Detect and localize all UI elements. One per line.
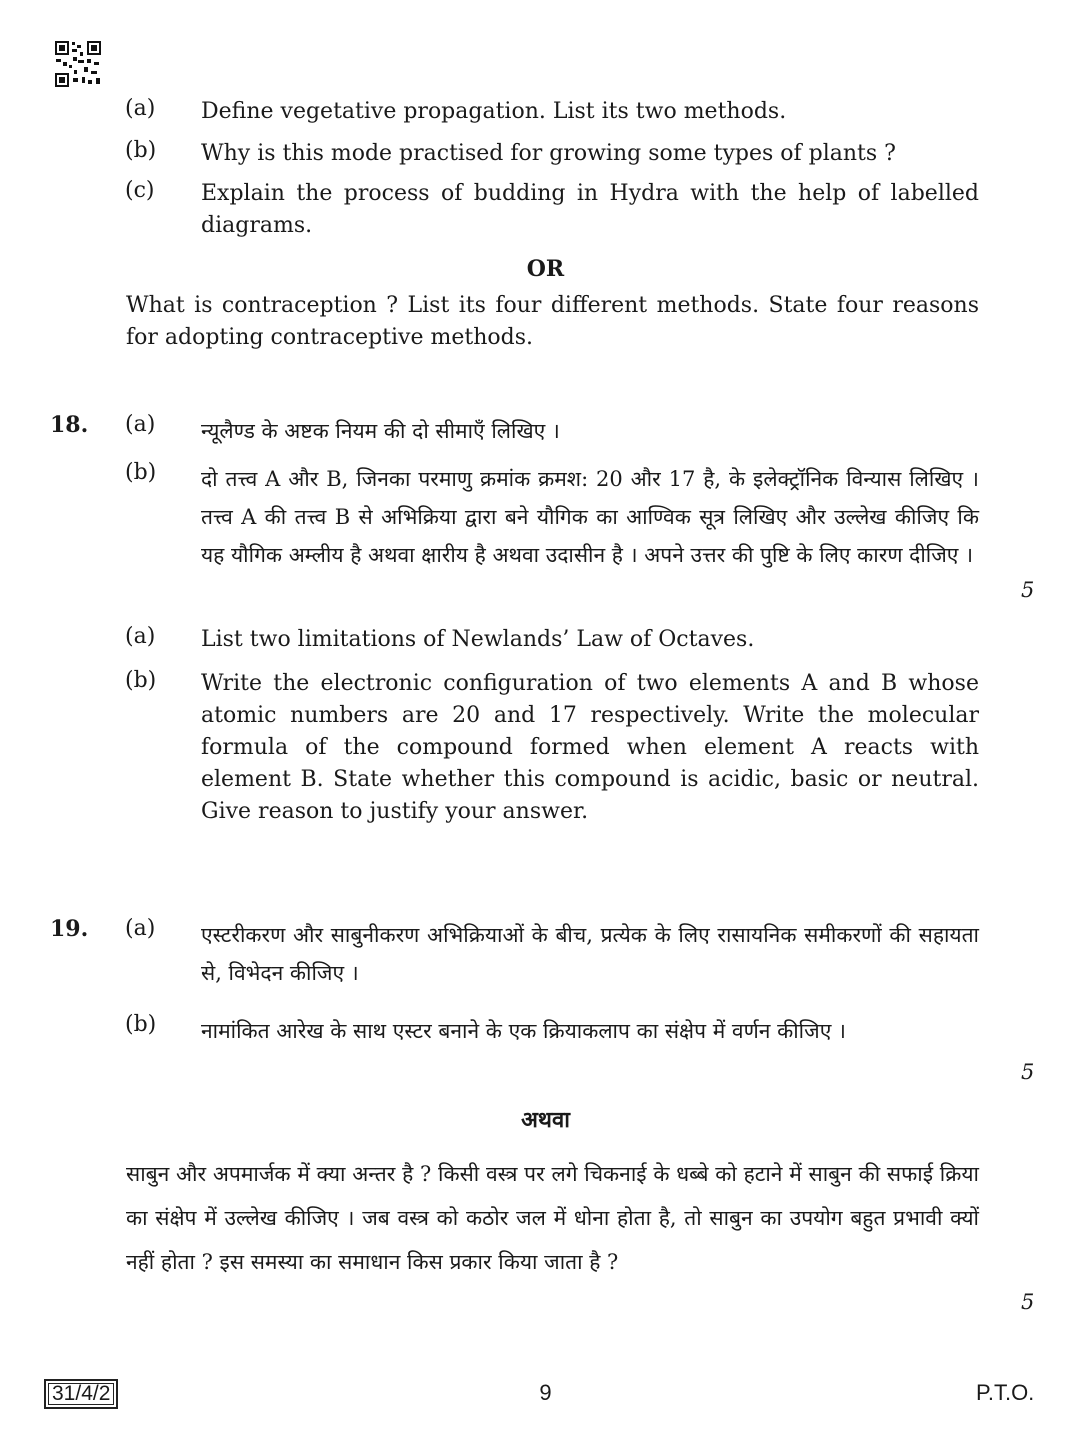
item-text: दो तत्त्व A और B, जिनका परमाणु क्रमांक क्रमश: 20 और 17 है, के इलेक्ट्रॉनिक विन्यास लिखिए । तत्त्व A की तत्त्व B से अभिक्रिया द्वारा बने यौगिक का आण्विक सूत्र लिखिए और उल्लेख कीजिए कि यह यौगिक अम्लीय है अथवा क्षारीय है अथवा उदासीन है । अपने उत्तर की पुष्टि के लिए कारण दीजिए ।	[201, 467, 979, 567]
pto-label: P.T.O.	[976, 1380, 1035, 1405]
question-number: 18.	[50, 412, 89, 438]
item-label: (a)	[125, 916, 156, 941]
marks: 5	[1021, 578, 1035, 602]
q19-or-text: साबुन और अपमार्जक में क्या अन्तर है ? किसी वस्त्र पर लगे चिकनाई के धब्बे को हटाने में साबुन की सफाई क्रिया का संक्षेप में उल्लेख कीजिए । जब वस्त्र को कठोर जल में धोना होता है, तो साबुन का उपयोग बहुत प्रभावी क्यों नहीं होता ? इस समस्या का समाधान किस प्रकार किया जाता है ?	[126, 1162, 979, 1274]
item-text: List two limitations of Newlands’ Law of Octaves.	[201, 627, 755, 652]
qr-code-icon	[54, 40, 102, 88]
question-number: 19.	[50, 916, 89, 942]
item-label: (c)	[125, 178, 155, 203]
item-label: (a)	[125, 624, 156, 649]
item-label: (b)	[125, 1012, 157, 1037]
page-number: 9	[539, 1380, 552, 1405]
item-label: (b)	[125, 138, 157, 163]
marks: 5	[1021, 1060, 1035, 1084]
item-text: Explain the process of budding in Hydra with the help of labelled diagrams.	[201, 181, 979, 238]
q17-or-text: What is contraception ? List its four different methods. State four reasons for adopting contraceptive methods.	[126, 293, 979, 350]
item-label: (a)	[125, 412, 156, 437]
item-text: एस्टरीकरण और साबुनीकरण अभिक्रियाओं के बीच, प्रत्येक के लिए रासायनिक समीकरणों की सहायता से, विभेदन कीजिए ।	[201, 923, 979, 985]
item-text: Why is this mode practised for growing some types of plants ?	[201, 141, 896, 166]
item-label: (a)	[125, 96, 156, 121]
or-heading: OR	[526, 256, 565, 282]
item-text: न्यूलैण्ड के अष्टक नियम की दो सीमाएँ लिखिए ।	[201, 419, 560, 443]
marks: 5	[1021, 1290, 1035, 1314]
or-heading-hindi: अथवा	[521, 1107, 570, 1133]
item-text: Write the electronic configuration of two elements A and B whose atomic numbers are 20 and 17 respectively. Write the molecular formula of the compound formed when element A reacts with element B. State whether this compound is acidic, basic or neutral. Give reason to justify your answer.	[201, 671, 979, 824]
item-text: Define vegetative propagation. List its two methods.	[201, 99, 787, 124]
item-label: (b)	[125, 460, 157, 485]
paper-code: 31/4/2	[44, 1379, 118, 1409]
item-label: (b)	[125, 668, 157, 693]
item-text: नामांकित आरेख के साथ एस्टर बनाने के एक क्रियाकलाप का संक्षेप में वर्णन कीजिए ।	[201, 1019, 846, 1043]
